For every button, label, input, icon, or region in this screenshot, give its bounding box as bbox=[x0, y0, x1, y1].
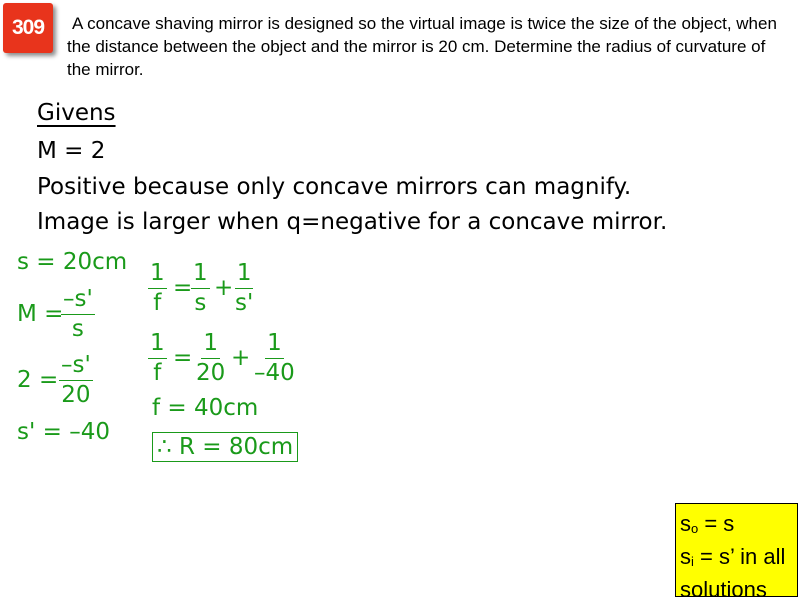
fraction-denominator: s' bbox=[235, 290, 254, 316]
substitution-term1 bbox=[194, 329, 227, 388]
fraction-denominator: s bbox=[71, 316, 84, 342]
fraction-numerator: 1 bbox=[265, 329, 284, 359]
note-line-solutions: solutions bbox=[680, 577, 767, 602]
fraction-denominator: s bbox=[194, 290, 207, 316]
magnification-formula-lhs: M = bbox=[17, 301, 64, 327]
radius-answer-box: ∴ R = 80cm bbox=[152, 432, 298, 462]
substitution-plus: + bbox=[231, 345, 251, 371]
substitution-lhs bbox=[148, 329, 167, 388]
mirror-equation-equals: = bbox=[173, 275, 193, 301]
fraction-denominator: f bbox=[153, 360, 162, 386]
mirror-equation-plus: + bbox=[214, 275, 234, 301]
magnification-substitution-fraction bbox=[59, 351, 93, 410]
note-line-object: $s_o = s$ bbox=[680, 511, 735, 536]
mirror-equation-term1 bbox=[191, 259, 210, 318]
substitution-term2 bbox=[252, 329, 297, 388]
slide-number-badge: 309 bbox=[3, 3, 53, 53]
fraction-numerator: 1 bbox=[201, 329, 220, 359]
fraction-denominator: 20 bbox=[196, 360, 226, 386]
fraction-denominator: f bbox=[153, 290, 162, 316]
fraction-numerator: 1 bbox=[148, 329, 167, 359]
mirror-equation-term2 bbox=[233, 259, 255, 318]
object-distance: s = 20cm bbox=[17, 249, 128, 275]
problem-statement: A concave shaving mirror is designed so the virtual image is twice the size of the object, when the distance between the object and the mirror is 20 cm. Determine the radius of curvature of the mirror. bbox=[67, 14, 777, 79]
fraction-numerator: 1 bbox=[148, 259, 167, 289]
focal-length-result: f = 40cm bbox=[152, 395, 259, 421]
fraction-denominator: –40 bbox=[254, 360, 295, 386]
fraction-numerator: –s' bbox=[59, 351, 93, 381]
notation-note bbox=[675, 503, 798, 602]
substitution-equals: = bbox=[173, 345, 193, 371]
fraction-numerator: –s' bbox=[61, 285, 95, 315]
fraction-numerator: 1 bbox=[235, 259, 254, 289]
magnification-given: M = 2 bbox=[37, 138, 106, 164]
image-distance-result: s' = –40 bbox=[17, 419, 110, 445]
reason-positive: Positive because only concave mirrors can magnify. bbox=[37, 174, 632, 200]
fraction-denominator: 20 bbox=[61, 382, 91, 408]
magnification-substitution-lhs: 2 = bbox=[17, 367, 59, 393]
fraction-numerator: 1 bbox=[191, 259, 210, 289]
reason-image-larger: Image is larger when q=negative for a concave mirror. bbox=[37, 209, 668, 235]
givens-heading: Givens bbox=[37, 100, 116, 126]
mirror-equation-lhs bbox=[148, 259, 167, 318]
magnification-formula-fraction bbox=[61, 285, 95, 344]
note-line-image: $s_i = s$’ in all bbox=[680, 544, 786, 569]
